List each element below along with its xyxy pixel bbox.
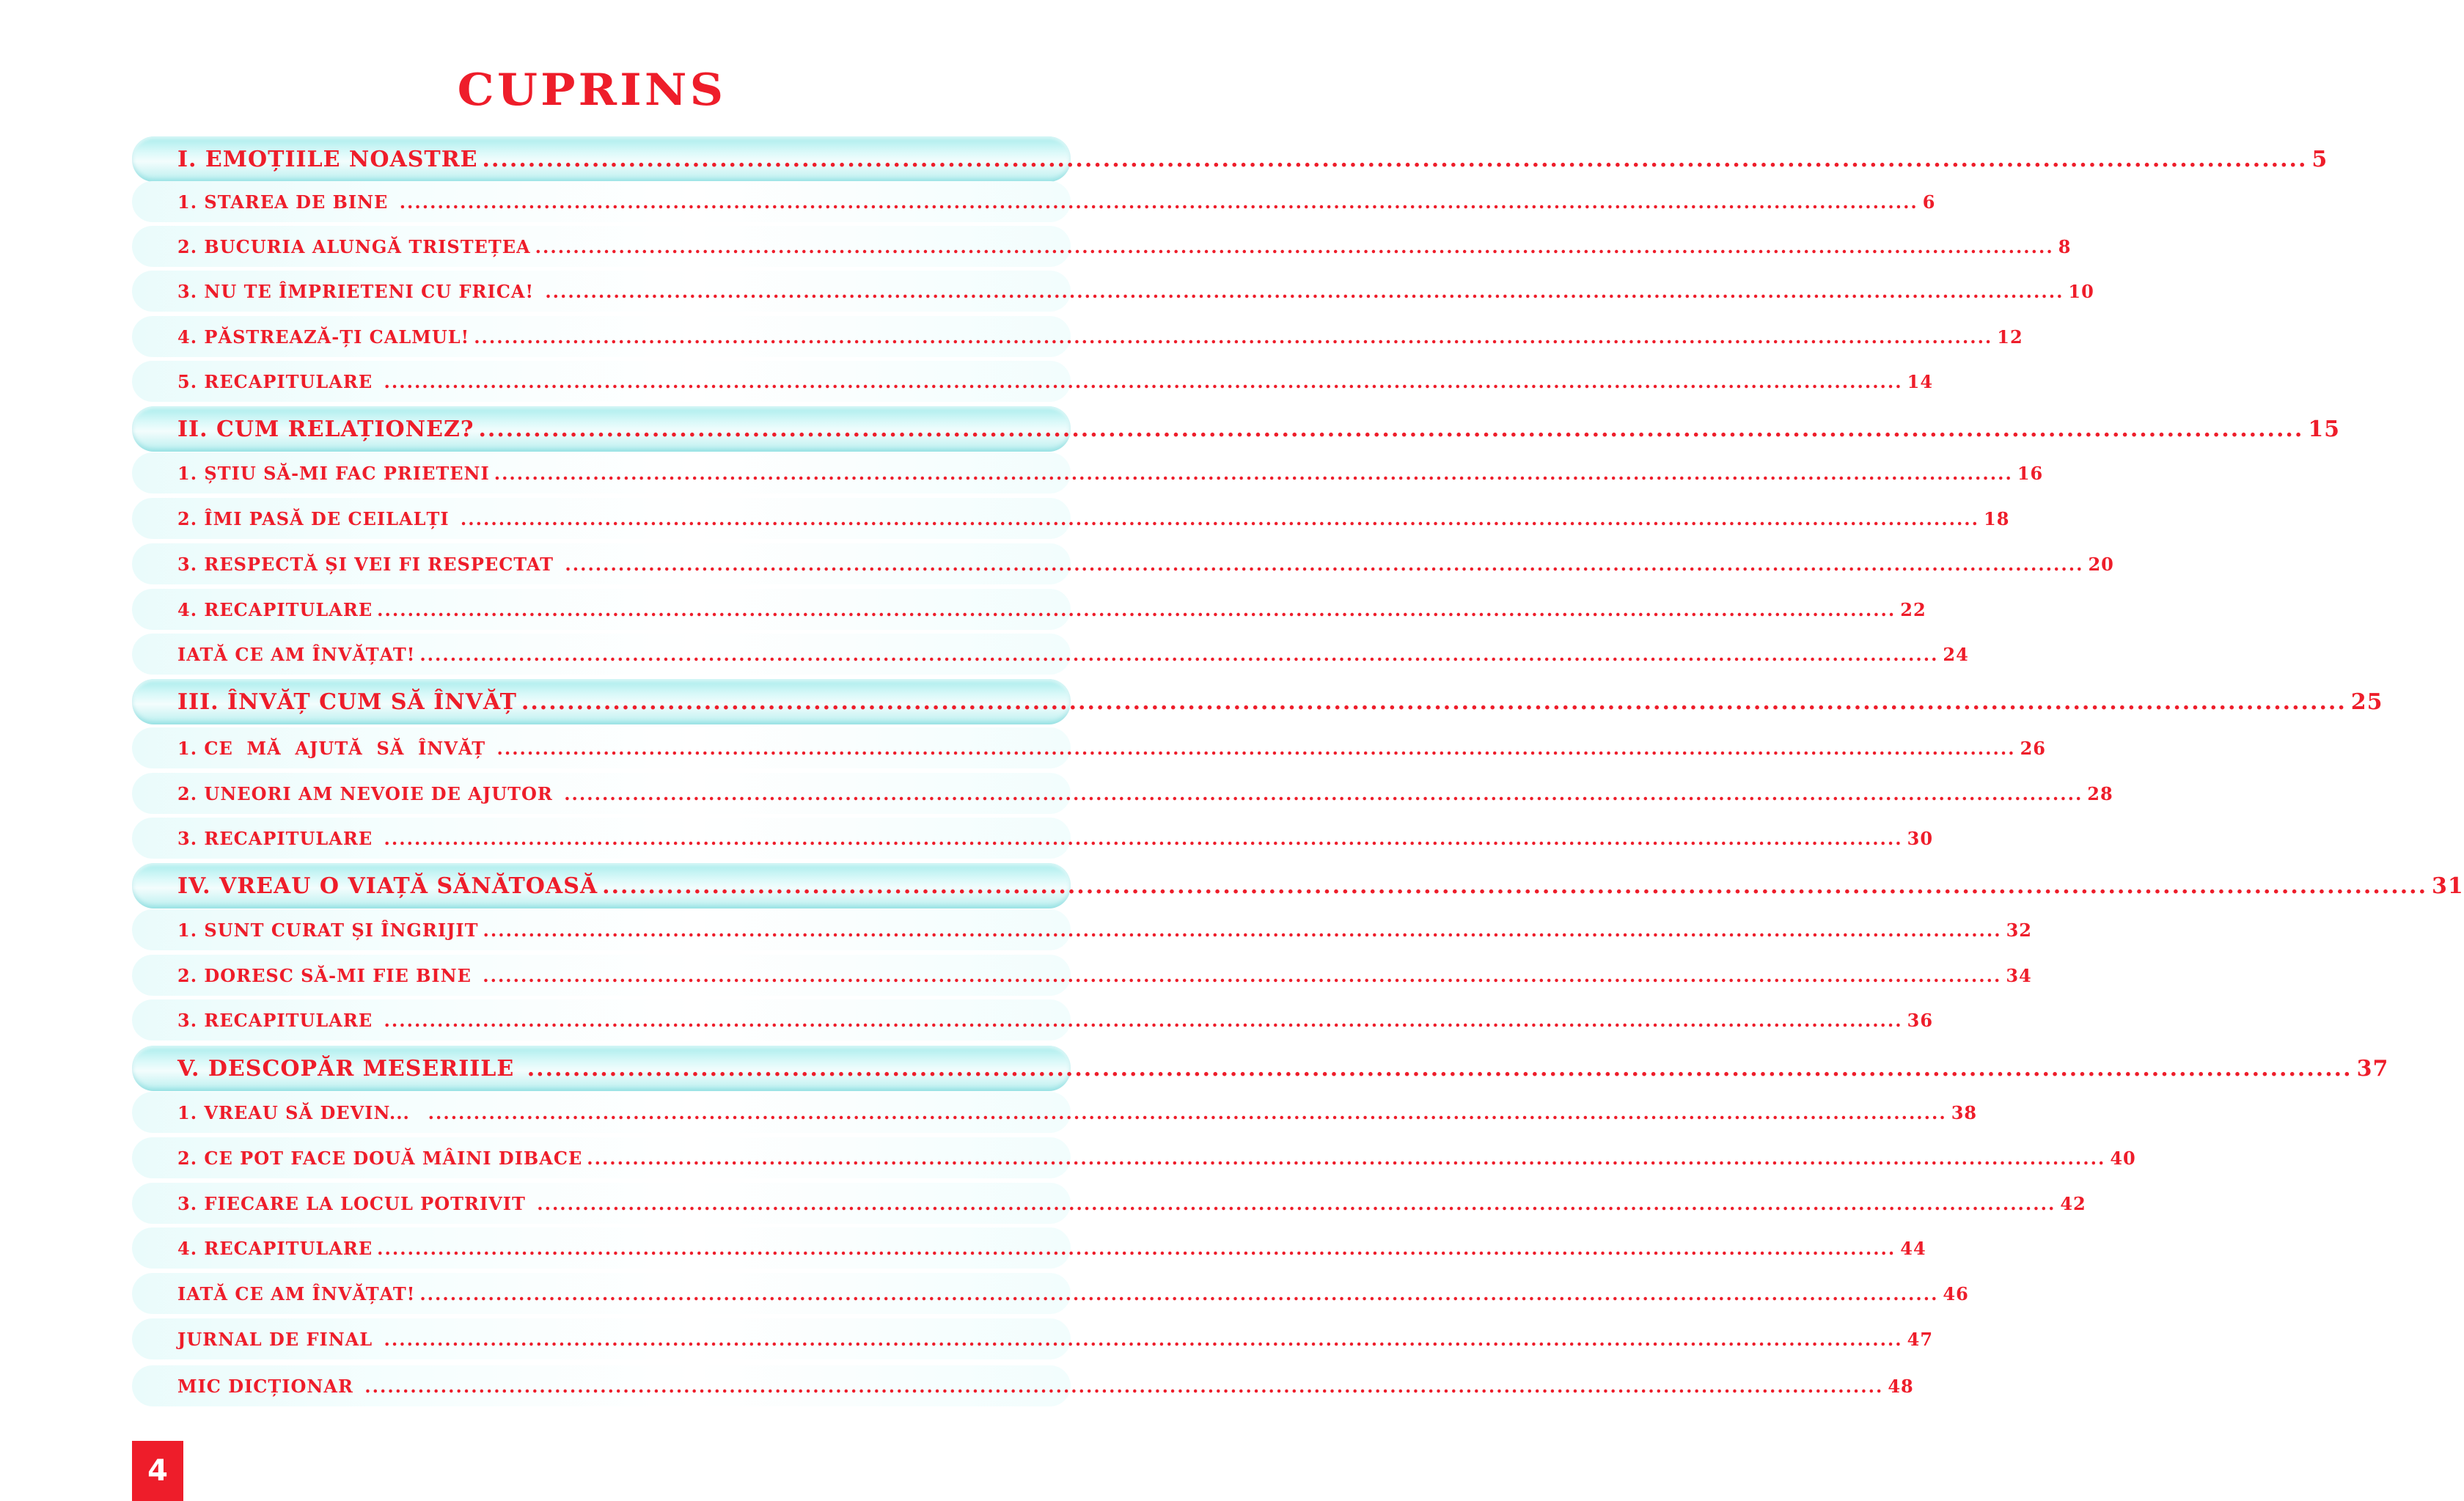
toc-lesson-row[interactable] [132, 1273, 1969, 1314]
toc-entry-label: 2. DORESC SĂ-MI FIE BINE [177, 964, 479, 986]
toc-entry-page: 38 [1951, 1101, 1978, 1123]
toc-entry-label: V. DESCOPĂR MESERIILE [177, 1055, 523, 1082]
toc-lesson-row[interactable] [132, 1365, 1914, 1406]
toc-entry-label: 2. CE POT FACE DOUĂ MÂINI DIBACE [177, 1147, 583, 1169]
toc-entry-page: 25 [2350, 689, 2383, 715]
dot-leader: ........................................................................................................................................................................................................ [527, 1055, 2353, 1082]
dot-leader: ........................................................................................................................................................................................................ [377, 1237, 1896, 1259]
toc-lesson-row[interactable] [132, 316, 2023, 357]
toc-entry-label: 1. VREAU SĂ DEVIN... [177, 1101, 424, 1123]
toc-entry-page: 14 [1907, 370, 1934, 392]
toc-entry-label: 3. RECAPITULARE [177, 827, 380, 849]
toc-lesson-row[interactable] [132, 543, 2114, 584]
dot-leader: ........................................................................................................................................................................................................ [535, 235, 2054, 257]
toc-entry-label: I. EMOȚIILE NOASTRE [177, 146, 478, 172]
toc-lesson-row[interactable] [132, 1183, 2086, 1224]
dot-leader: ........................................................................................................................................................................................................ [377, 598, 1896, 620]
toc-lesson-row[interactable] [132, 452, 2044, 493]
dot-leader: ........................................................................................................................................................................................................ [419, 1282, 1939, 1304]
toc-entry-label: II. CUM RELAȚIONEZ? [177, 416, 474, 442]
toc-entry-label: 1. CE MĂ AJUTĂ SĂ ÎNVĂȚ [177, 737, 493, 759]
toc-entry-label: IV. VREAU O VIAȚĂ SĂNĂTOASĂ [177, 873, 598, 899]
toc-entry-page: 30 [1907, 827, 1934, 849]
toc-entry-page: 48 [1888, 1375, 1914, 1397]
toc-entry-page: 16 [2017, 462, 2044, 484]
toc-entry-page: 44 [1900, 1237, 1926, 1259]
toc-lesson-row[interactable] [132, 1092, 1978, 1133]
toc-entry-label: 2. UNEORI AM NEVOIE DE AJUTOR [177, 782, 560, 804]
dot-leader: ........................................................................................................................................................................................................ [399, 191, 1918, 213]
toc-lesson-row[interactable] [132, 498, 2010, 539]
page-number-badge: 4 [132, 1441, 183, 1501]
toc-lesson-row[interactable] [132, 271, 2094, 312]
toc-entry-label: JURNAL DE FINAL [177, 1328, 380, 1350]
dot-leader: ........................................................................................................................................................................................................ [474, 326, 1993, 348]
toc-lesson-row[interactable] [132, 818, 1934, 859]
toc-entry-page: 20 [2088, 553, 2114, 575]
dot-leader: ........................................................................................................................................................................................................ [482, 146, 2308, 172]
toc-lesson-row[interactable] [132, 1318, 1934, 1359]
dot-leader: ........................................................................................................................................................................................................ [521, 689, 2347, 715]
toc-lesson-row[interactable] [132, 589, 1926, 630]
dot-leader: ........................................................................................................................................................................................................ [545, 280, 2064, 302]
toc-entry-page: 28 [2087, 782, 2113, 804]
dot-leader: ........................................................................................................................................................................................................ [564, 782, 2083, 804]
toc-entry-page: 46 [1943, 1282, 1969, 1304]
toc-entry-page: 12 [1997, 326, 2023, 348]
toc-lesson-row[interactable] [132, 1137, 2136, 1178]
toc-entry-page: 37 [2356, 1055, 2389, 1082]
toc-entry-label: 1. ȘTIU SĂ-MI FAC PRIETENI [177, 462, 490, 484]
toc-entry-page: 47 [1907, 1328, 1934, 1350]
toc-entry-page: 18 [1984, 507, 2010, 529]
toc-entry-label: 1. STAREA DE BINE [177, 191, 395, 213]
toc-chapter-row[interactable] [132, 863, 2464, 909]
toc-entry-page: 5 [2311, 146, 2328, 172]
toc-entry-label: 3. FIECARE LA LOCUL POTRIVIT [177, 1192, 533, 1214]
dot-leader: ........................................................................................................................................................................................................ [494, 462, 2013, 484]
dot-leader: ........................................................................................................................................................................................................ [496, 737, 2016, 759]
toc-lesson-row[interactable] [132, 226, 2072, 267]
toc-lesson-row[interactable] [132, 361, 1934, 402]
toc-entry-page: 6 [1922, 191, 1936, 213]
toc-entry-page: 22 [1900, 598, 1926, 620]
dot-leader: ........................................................................................................................................................................................................ [384, 370, 1903, 392]
dot-leader: ........................................................................................................................................................................................................ [478, 416, 2304, 442]
dot-leader: ........................................................................................................................................................................................................ [384, 1328, 1903, 1350]
toc-entry-page: 40 [2110, 1147, 2136, 1169]
dot-leader: ........................................................................................................................................................................................................ [384, 827, 1903, 849]
dot-leader: ........................................................................................................................................................................................................ [565, 553, 2084, 575]
toc-entry-label: 3. RECAPITULARE [177, 1009, 380, 1031]
toc-lesson-row[interactable] [132, 909, 2033, 950]
toc-entry-page: 15 [2308, 416, 2341, 442]
toc-entry-label: IATĂ CE AM ÎNVĂȚAT! [177, 1282, 416, 1304]
toc-lesson-row[interactable] [132, 634, 1969, 675]
toc-chapter-row[interactable] [132, 679, 2383, 724]
dot-leader: ........................................................................................................................................................................................................ [460, 507, 1980, 529]
toc-entry-label: 4. RECAPITULARE [177, 1237, 373, 1259]
toc-entry-page: 34 [2006, 964, 2032, 986]
toc-entry-page: 24 [1943, 643, 1969, 665]
toc-entry-page: 26 [2020, 737, 2046, 759]
toc-entry-label: III. ÎNVĂȚ CUM SĂ ÎNVĂȚ [177, 689, 517, 715]
toc-entry-label: 5. RECAPITULARE [177, 370, 380, 392]
toc-entry-label: 4. PĂSTREAZĂ-ȚI CALMUL! [177, 326, 470, 348]
toc-entry-label: 4. RECAPITULARE [177, 598, 373, 620]
toc-lesson-row[interactable] [132, 181, 1936, 222]
toc-entry-label: MIC DICȚIONAR [177, 1375, 361, 1397]
toc-lesson-row[interactable] [132, 727, 2046, 768]
dot-leader: ........................................................................................................................................................................................................ [428, 1101, 1947, 1123]
toc-lesson-row[interactable] [132, 1227, 1926, 1269]
toc-entry-page: 8 [2058, 235, 2072, 257]
toc-lesson-row[interactable] [132, 955, 2032, 996]
dot-leader: ........................................................................................................................................................................................................ [419, 643, 1939, 665]
toc-entry-label: 2. BUCURIA ALUNGĂ TRISTEȚEA [177, 235, 531, 257]
toc-entry-page: 36 [1907, 1009, 1934, 1031]
toc-entry-label: 3. RESPECTĂ ȘI VEI FI RESPECTAT [177, 553, 561, 575]
dot-leader: ........................................................................................................................................................................................................ [483, 964, 2002, 986]
toc-entry-label: 2. ÎMI PASĂ DE CEILALȚI [177, 507, 456, 529]
toc-entry-page: 31 [2432, 873, 2464, 899]
dot-leader: ........................................................................................................................................................................................................ [364, 1375, 1884, 1397]
toc-entry-label: IATĂ CE AM ÎNVĂȚAT! [177, 643, 416, 665]
dot-leader: ........................................................................................................................................................................................................ [384, 1009, 1903, 1031]
toc-entry-label: 1. SUNT CURAT ȘI ÎNGRIJIT [177, 919, 479, 941]
toc-entry-page: 42 [2060, 1192, 2086, 1214]
toc-chapter-row[interactable] [132, 1046, 2389, 1091]
dot-leader: ........................................................................................................................................................................................................ [602, 873, 2428, 899]
toc-entry-page: 10 [2068, 280, 2094, 302]
dot-leader: ........................................................................................................................................................................................................ [537, 1192, 2056, 1214]
toc-chapter-row[interactable] [132, 136, 2328, 182]
dot-leader: ........................................................................................................................................................................................................ [587, 1147, 2106, 1169]
toc-lesson-row[interactable] [132, 999, 1934, 1041]
dot-leader: ........................................................................................................................................................................................................ [483, 919, 2002, 941]
toc-entry-label: 3. NU TE ÎMPRIETENI CU FRICA! [177, 280, 541, 302]
toc-lesson-row[interactable] [132, 773, 2113, 814]
page-title: CUPRINS [457, 65, 727, 116]
toc-chapter-row[interactable] [132, 406, 2341, 452]
toc-entry-page: 32 [2006, 919, 2033, 941]
